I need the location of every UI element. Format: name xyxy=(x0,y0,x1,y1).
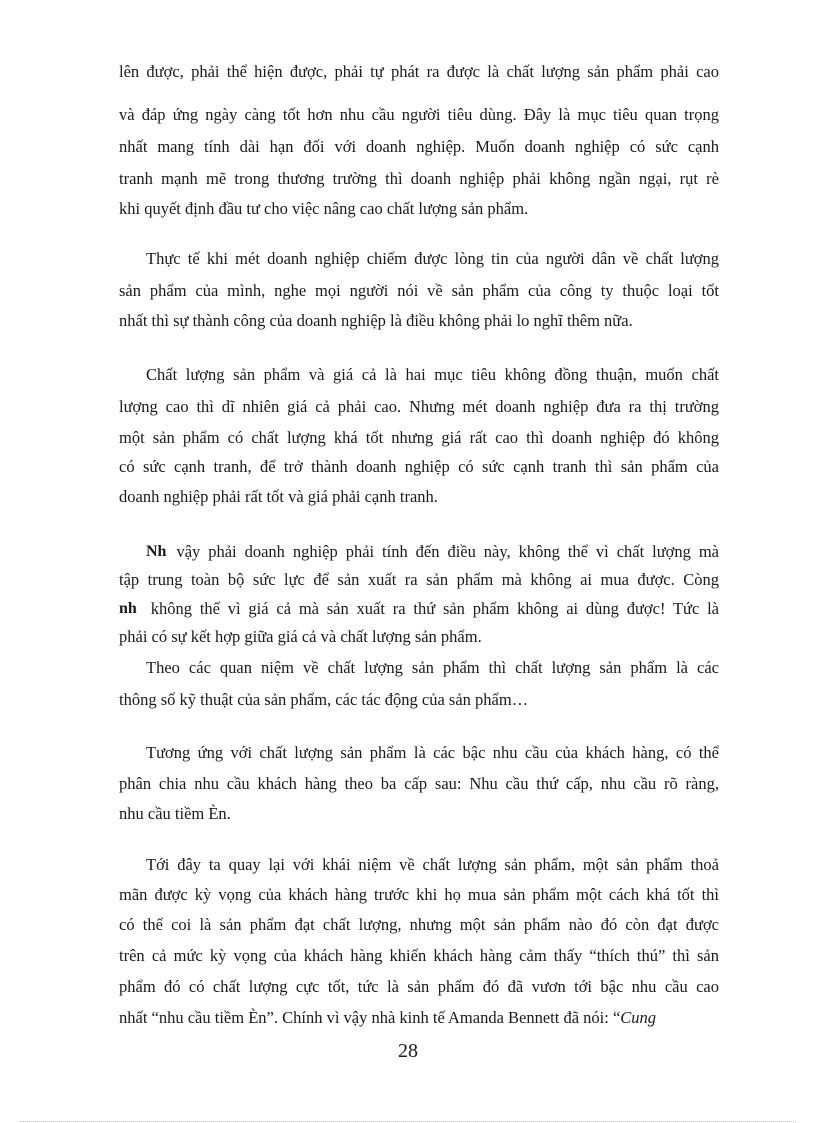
paragraph-5-line-1: Theo các quan niệm về chất lượng sản phẩm thì chất lượng sản phẩm là các xyxy=(146,658,719,677)
paragraph-7-line-4: trên cả mức kỳ vọng của khách hàng khiến khách hàng cảm thấy “thích thú” thì sản xyxy=(119,946,719,965)
paragraph-7-line-5: phẩm đó có chất lượng cực tốt, tức là sản phẩm đó đã vươn tới bậc nhu cầu cao xyxy=(119,977,719,996)
paragraph-3-line-4: có sức cạnh tranh, để trở thành doanh nghiệp có sức cạnh tranh thì sản phẩm của xyxy=(119,457,719,476)
paragraph-3-line-1: Chất lượng sản phẩm và giá cả là hai mục tiêu không đồng thuận, muốn chất xyxy=(146,365,719,384)
paragraph-1-line-3: nhất mang tính dài hạn đối với doanh nghiệp. Muốn doanh nghiệp có sức cạnh xyxy=(119,137,719,156)
paragraph-3-line-5: doanh nghiệp phải rất tốt và giá phải cạnh tranh. xyxy=(119,487,438,506)
paragraph-2-line-1: Thực tế khi mét doanh nghiệp chiếm được lòng tin của người dân về chất lượng xyxy=(146,249,719,268)
paragraph-7-line-1: Tới đây ta quay lại với khái niệm về chất lượng sản phẩm, một sản phẩm thoả xyxy=(146,855,719,874)
paragraph-2-line-3: nhất thì sự thành công của doanh nghiệp là điều không phải lo nghĩ thêm nữa. xyxy=(119,311,633,330)
paragraph-5-line-2: thông số kỹ thuật của sản phẩm, các tác động của sản phẩm… xyxy=(119,690,529,709)
footer-divider xyxy=(20,1121,796,1122)
paragraph-7-line-3: có thể coi là sản phẩm đạt chất lượng, nhưng một sản phẩm nào đó còn đạt được xyxy=(119,915,719,934)
bold-fragment: Nh xyxy=(146,543,167,560)
paragraph-6-line-2: phân chia nhu cầu khách hàng theo ba cấp sau: Nhu cầu thứ cấp, nhu cầu rõ ràng, xyxy=(119,774,719,793)
paragraph-4-line-3-text: không thể vì giá cả mà sản xuất ra thứ sản phẩm không ai dùng được! Tức là xyxy=(150,599,719,618)
paragraph-2-line-2: sản phẩm của mình, nghe mọi người nói về sản phẩm của công ty thuộc loại tốt xyxy=(119,281,719,300)
paragraph-1-line-1: lên được, phải thể hiện được, phải tự phát ra được là chất lượng sản phẩm phải cao xyxy=(119,62,719,81)
paragraph-6-line-3: nhu cầu tiềm Èn. xyxy=(119,804,231,823)
paragraph-3-line-3: một sản phẩm có chất lượng khá tốt nhưng giá rất cao thì doanh nghiệp đó không xyxy=(119,428,719,447)
paragraph-4-line-1-text: vậy phải doanh nghiệp phải tính đến điều này, không thể vì chất lượng mà xyxy=(176,542,719,561)
paragraph-4-line-1 xyxy=(146,540,719,564)
bold-fragment: nh xyxy=(119,600,137,617)
paragraph-7-line-6-text: nhất “nhu cầu tiềm Èn”. Chính vì vậy nhà kinh tế Amanda Bennett đã nói: “ xyxy=(119,1008,621,1027)
paragraph-7-line-2: mãn được kỳ vọng của khách hàng trước khi họ mua sản phẩm một cách khá tốt thì xyxy=(119,885,719,904)
paragraph-6-line-1: Tương ứng với chất lượng sản phẩm là các bậc nhu cầu của khách hàng, có thể xyxy=(146,743,719,762)
paragraph-4-line-2: tập trung toàn bộ sức lực để sản xuất ra sản phẩm mà không ai mua được. Còng xyxy=(119,570,719,589)
paragraph-1-line-4: tranh mạnh mẽ trong thương trường thì doanh nghiệp phải không ngần ngại, rụt rè xyxy=(119,169,719,188)
paragraph-3-line-2: lượng cao thì dĩ nhiên giá cả phải cao. Nhưng mét doanh nghiệp đưa ra thị trường xyxy=(119,397,719,416)
paragraph-4-line-3 xyxy=(119,597,719,621)
page-number: 28 xyxy=(398,1040,418,1062)
paragraph-1-line-2: và đáp ứng ngày càng tốt hơn nhu cầu người tiêu dùng. Đây là mục tiêu quan trọng xyxy=(119,105,719,124)
paragraph-1-line-5: khi quyết định đầu tư cho việc nâng cao chất lượng sản phẩm. xyxy=(119,199,529,218)
italic-fragment: Cung xyxy=(620,1008,657,1027)
paragraph-7-line-6 xyxy=(119,1006,719,1030)
paragraph-4-line-4: phải có sự kết hợp giữa giá cả và chất lượng sản phẩm. xyxy=(119,627,482,646)
